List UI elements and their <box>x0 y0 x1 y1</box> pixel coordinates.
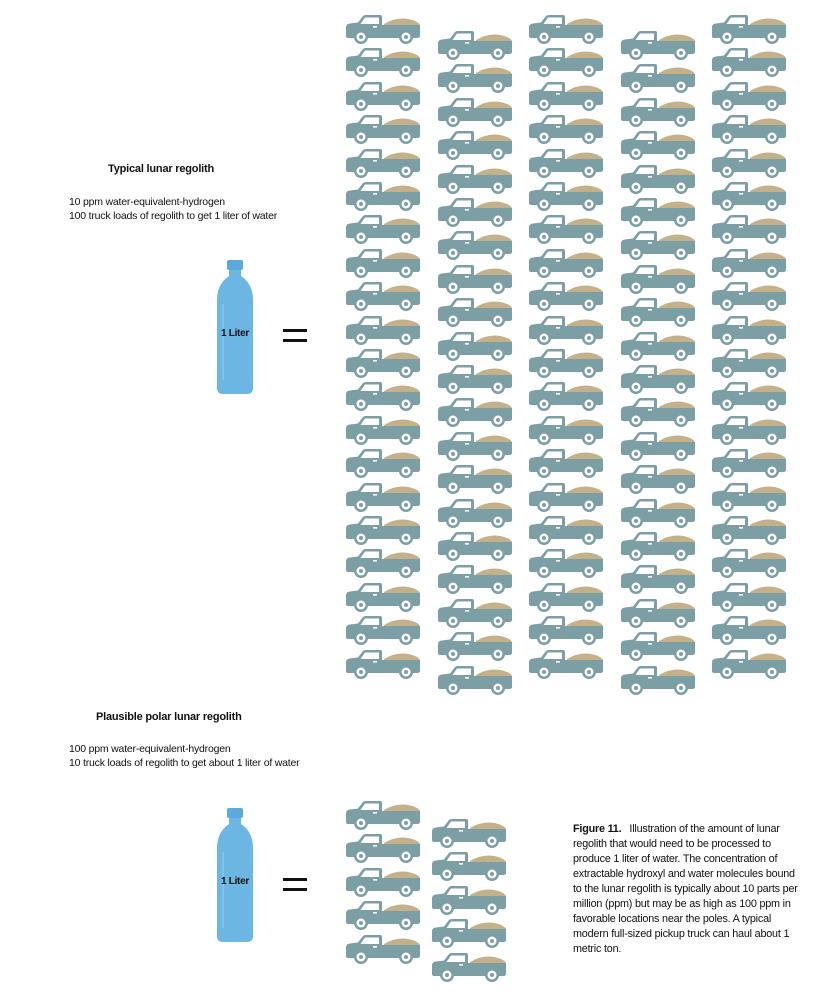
pickup-truck-icon <box>344 47 422 77</box>
pickup-truck-icon <box>527 148 605 178</box>
pickup-truck-icon <box>344 81 422 111</box>
pickup-truck-icon <box>436 197 514 227</box>
pickup-truck-icon <box>344 867 422 897</box>
pickup-truck-icon <box>527 348 605 378</box>
pickup-truck-icon <box>710 248 788 278</box>
pickup-truck-icon <box>710 415 788 445</box>
pickup-truck-icon <box>710 81 788 111</box>
pickup-truck-icon <box>710 582 788 612</box>
pickup-truck-icon <box>710 148 788 178</box>
pickup-truck-icon <box>344 348 422 378</box>
pickup-truck-icon <box>619 164 697 194</box>
pickup-truck-icon <box>527 47 605 77</box>
pickup-truck-icon <box>619 30 697 60</box>
pickup-truck-icon <box>344 315 422 345</box>
pickup-truck-icon <box>619 397 697 427</box>
water-bottle-icon <box>215 260 255 397</box>
pickup-truck-icon <box>710 14 788 44</box>
pickup-truck-icon <box>344 415 422 445</box>
pickup-truck-icon <box>527 81 605 111</box>
pickup-truck-icon <box>619 264 697 294</box>
pickup-truck-icon <box>710 482 788 512</box>
figure-caption <box>573 822 799 957</box>
pickup-truck-icon <box>527 582 605 612</box>
pickup-truck-icon <box>619 97 697 127</box>
pickup-truck-icon <box>527 415 605 445</box>
pickup-truck-icon <box>344 281 422 311</box>
pickup-truck-icon <box>527 181 605 211</box>
pickup-truck-icon <box>436 464 514 494</box>
pickup-truck-icon <box>710 515 788 545</box>
pickup-truck-icon <box>619 63 697 93</box>
pickup-truck-icon <box>710 448 788 478</box>
pickup-truck-icon <box>619 364 697 394</box>
pickup-truck-icon <box>527 114 605 144</box>
pickup-truck-icon <box>344 582 422 612</box>
pickup-truck-icon <box>527 14 605 44</box>
caption-text: Illustration of the amount of lunar regolith that would need to be processed to produce 1 liter of water. The concentration of extractable hydroxyl and water molecules bound to the lunar regolith is typically about 10 parts per million (ppm) but may be as high as 100 ppm in favorable locations near the poles. A typical modern full-sized pickup truck can haul about 1 metric ton. <box>573 823 798 955</box>
pickup-truck-icon <box>344 934 422 964</box>
equals-sign <box>283 329 307 343</box>
pickup-truck-icon <box>436 564 514 594</box>
pickup-truck-icon <box>619 297 697 327</box>
pickup-truck-icon <box>430 851 508 881</box>
pickup-truck-icon <box>436 498 514 528</box>
pickup-truck-icon <box>710 348 788 378</box>
pickup-truck-icon <box>710 649 788 679</box>
pickup-truck-icon <box>527 515 605 545</box>
pickup-truck-icon <box>710 181 788 211</box>
pickup-truck-icon <box>436 598 514 628</box>
pickup-truck-icon <box>527 548 605 578</box>
pickup-truck-icon <box>619 631 697 661</box>
pickup-truck-icon <box>344 214 422 244</box>
pickup-truck-icon <box>344 248 422 278</box>
pickup-truck-icon <box>436 130 514 160</box>
pickup-truck-icon <box>527 381 605 411</box>
pickup-truck-icon <box>430 918 508 948</box>
pickup-truck-icon <box>710 548 788 578</box>
pickup-truck-icon <box>619 464 697 494</box>
scenario-title: Plausible polar lunar regolith <box>96 711 242 723</box>
pickup-truck-icon <box>436 63 514 93</box>
pickup-truck-icon <box>710 615 788 645</box>
pickup-truck-icon <box>527 615 605 645</box>
pickup-truck-icon <box>527 448 605 478</box>
pickup-truck-icon <box>527 482 605 512</box>
pickup-truck-icon <box>344 833 422 863</box>
pickup-truck-icon <box>436 264 514 294</box>
pickup-truck-icon <box>436 30 514 60</box>
pickup-truck-icon <box>430 818 508 848</box>
pickup-truck-icon <box>436 97 514 127</box>
pickup-truck-icon <box>619 665 697 695</box>
water-bottle-icon <box>215 808 255 945</box>
pickup-truck-icon <box>436 665 514 695</box>
pickup-truck-icon <box>619 197 697 227</box>
pickup-truck-icon <box>619 230 697 260</box>
pickup-truck-icon <box>436 631 514 661</box>
pickup-truck-icon <box>436 297 514 327</box>
pickup-truck-icon <box>527 649 605 679</box>
pickup-truck-icon <box>344 515 422 545</box>
pickup-truck-icon <box>527 248 605 278</box>
pickup-truck-icon <box>619 564 697 594</box>
truck-load-statement: 10 truck loads of regolith to get about 1 liter of water <box>69 757 300 769</box>
pickup-truck-icon <box>710 281 788 311</box>
pickup-truck-icon <box>619 531 697 561</box>
pickup-truck-icon <box>430 952 508 982</box>
pickup-truck-icon <box>344 482 422 512</box>
figure-label: Figure 11. <box>573 823 622 835</box>
pickup-truck-icon <box>344 448 422 478</box>
pickup-truck-icon <box>430 885 508 915</box>
pickup-truck-icon <box>344 381 422 411</box>
pickup-truck-icon <box>710 315 788 345</box>
pickup-truck-icon <box>436 364 514 394</box>
pickup-truck-icon <box>436 331 514 361</box>
bottle-label: 1 Liter <box>221 876 249 887</box>
pickup-truck-icon <box>619 431 697 461</box>
pickup-truck-icon <box>710 114 788 144</box>
pickup-truck-icon <box>527 214 605 244</box>
pickup-truck-icon <box>344 649 422 679</box>
equals-sign <box>283 878 307 892</box>
pickup-truck-icon <box>344 900 422 930</box>
hydrogen-concentration: 10 ppm water-equivalent-hydrogen <box>69 196 225 208</box>
pickup-truck-icon <box>344 548 422 578</box>
pickup-truck-icon <box>527 315 605 345</box>
pickup-truck-icon <box>344 800 422 830</box>
hydrogen-concentration: 100 ppm water-equivalent-hydrogen <box>69 743 231 755</box>
pickup-truck-icon <box>344 181 422 211</box>
pickup-truck-icon <box>619 130 697 160</box>
pickup-truck-icon <box>619 598 697 628</box>
pickup-truck-icon <box>436 397 514 427</box>
pickup-truck-icon <box>436 230 514 260</box>
pickup-truck-icon <box>344 114 422 144</box>
pickup-truck-icon <box>710 47 788 77</box>
pickup-truck-icon <box>436 531 514 561</box>
truck-load-statement: 100 truck loads of regolith to get 1 liter of water <box>69 210 278 222</box>
pickup-truck-icon <box>619 331 697 361</box>
bottle-label: 1 Liter <box>221 328 249 339</box>
pickup-truck-icon <box>710 214 788 244</box>
pickup-truck-icon <box>710 381 788 411</box>
pickup-truck-icon <box>527 281 605 311</box>
scenario-title: Typical lunar regolith <box>108 163 215 175</box>
pickup-truck-icon <box>344 148 422 178</box>
pickup-truck-icon <box>436 164 514 194</box>
pickup-truck-icon <box>344 615 422 645</box>
pickup-truck-icon <box>436 431 514 461</box>
pickup-truck-icon <box>344 14 422 44</box>
pickup-truck-icon <box>619 498 697 528</box>
